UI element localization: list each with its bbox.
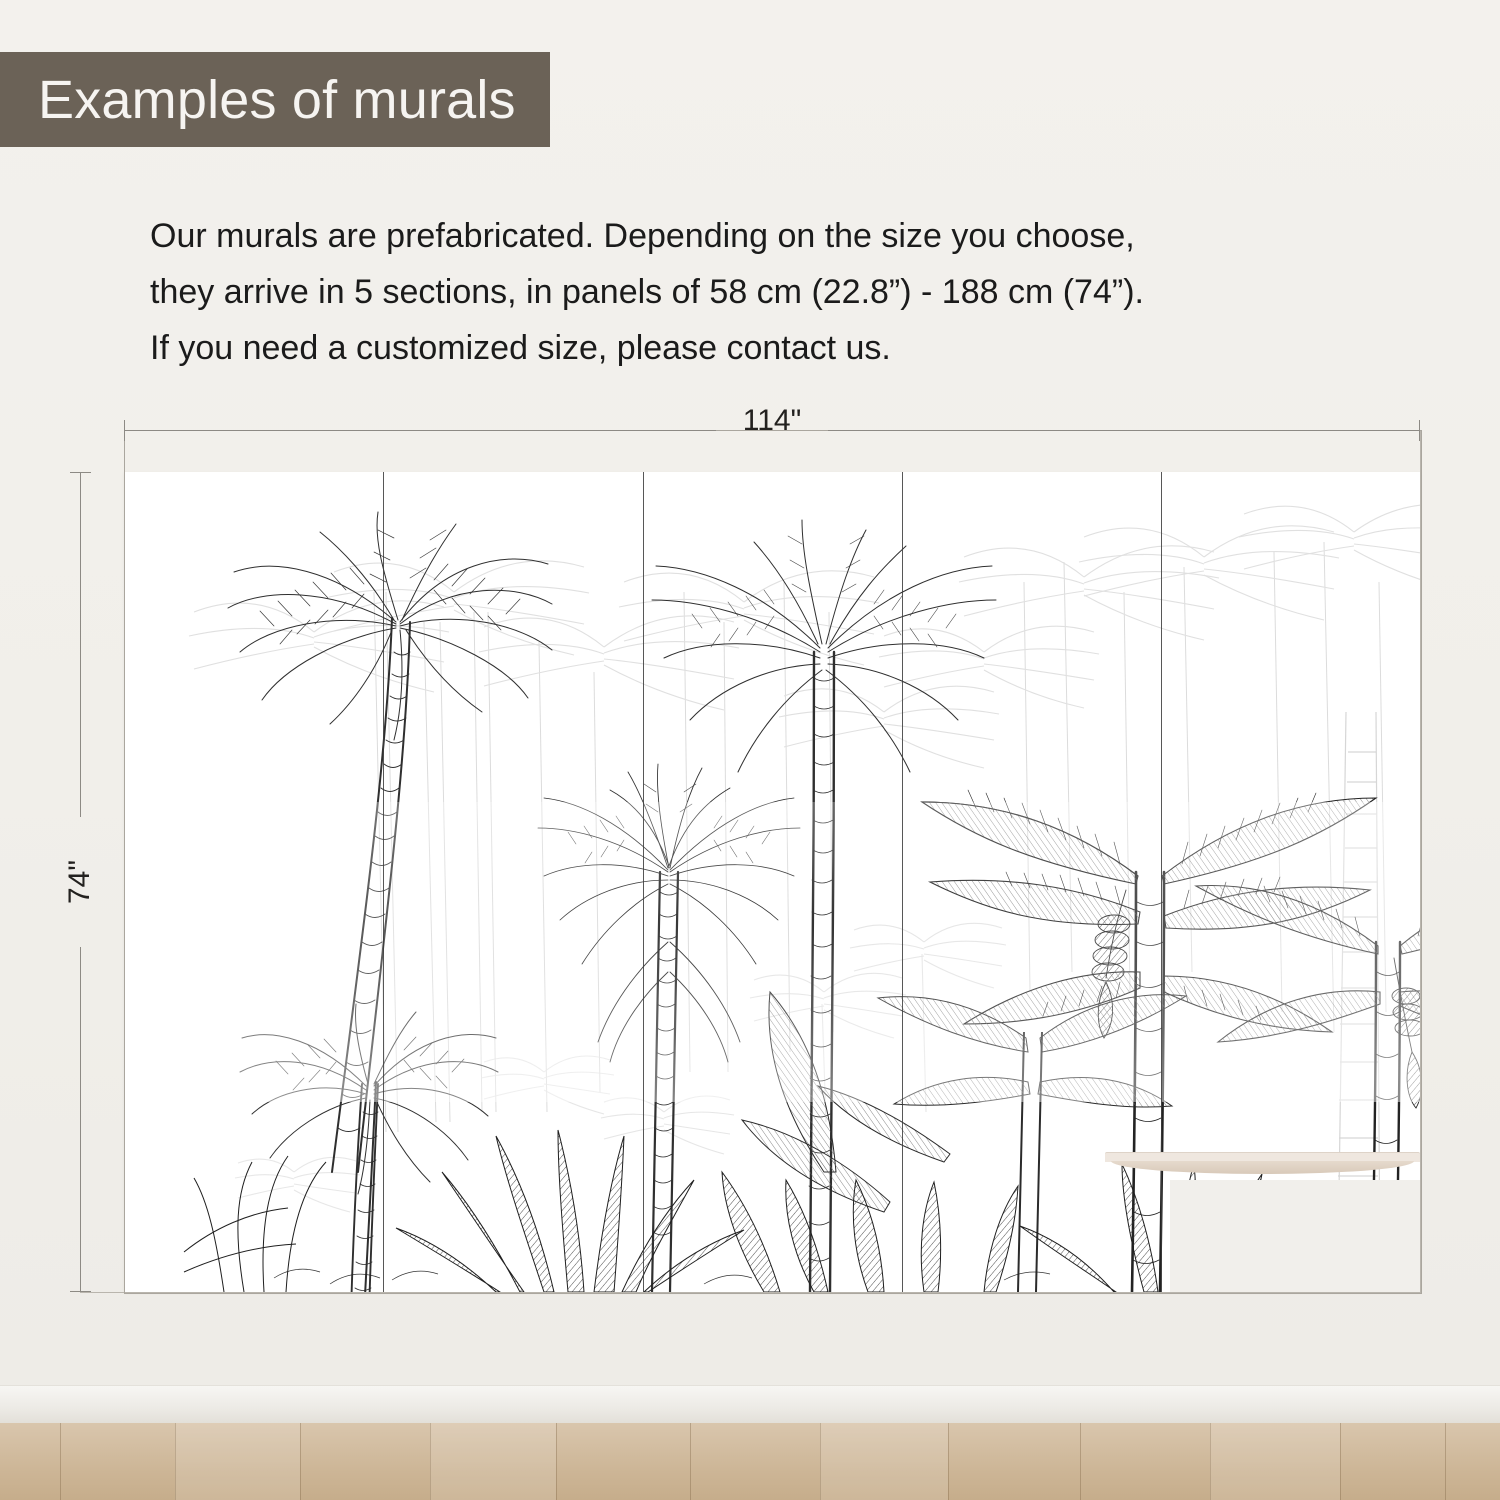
mural-panel-divider-1 xyxy=(383,472,384,1292)
width-cap-left xyxy=(124,420,125,441)
width-rule-right xyxy=(828,430,1420,431)
width-rule-left xyxy=(124,430,716,431)
width-dimension xyxy=(124,404,1420,437)
description-line-2: they arrive in 5 sections, in panels of 58 cm (22.8”) - 188 cm (74”). xyxy=(150,273,1144,311)
height-rule-bottom xyxy=(80,947,81,1292)
description-text xyxy=(150,208,1360,376)
wood-floor xyxy=(0,1423,1500,1500)
page-title: Examples of murals xyxy=(38,69,516,130)
wall-ledge xyxy=(1105,1152,1420,1180)
height-cap-bottom xyxy=(70,1291,91,1292)
ledge-body xyxy=(1111,1161,1414,1174)
description-line-1: Our murals are prefabricated. Depending on the size you choose, xyxy=(150,217,1135,255)
width-label: 114" xyxy=(742,404,802,437)
height-dimension xyxy=(63,472,96,1292)
description-line-3: If you need a customized size, please contact us. xyxy=(150,329,891,367)
width-cap-right xyxy=(1419,420,1420,441)
header-banner xyxy=(0,52,550,147)
wall-recess-block xyxy=(1170,1180,1422,1293)
height-rule-top xyxy=(80,472,81,817)
mural-panel-divider-3 xyxy=(902,472,903,1292)
height-cap-top xyxy=(70,472,91,473)
height-label: 74" xyxy=(63,859,96,905)
mural-panel-divider-2 xyxy=(643,472,644,1292)
baseboard xyxy=(0,1385,1500,1424)
